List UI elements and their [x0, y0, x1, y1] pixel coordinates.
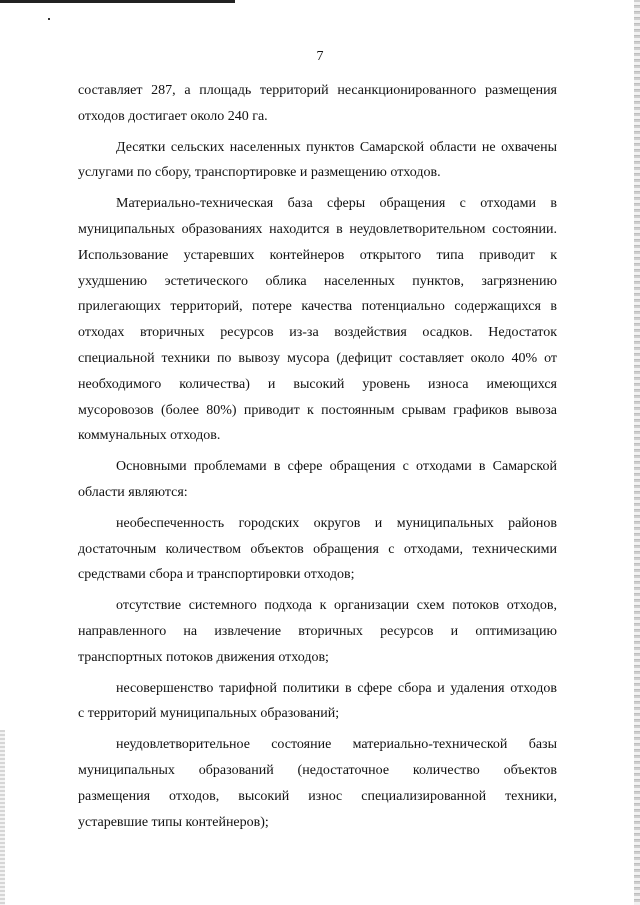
- text-line: направленного на извлечение вторичных ресурсов и оптимизацию: [78, 623, 557, 639]
- text-line: отходах вторичных ресурсов из-за воздействия осадков. Недостаток: [78, 325, 557, 341]
- document-body: [78, 78, 557, 840]
- text-line: прилегающих территорий, потере качества потенциально содержащихся в: [78, 299, 557, 315]
- text-line: необеспеченность городских округов и муниципальных районов: [116, 515, 557, 531]
- text-line: необходимого количества) и высокий уровень износа имеющихся: [78, 376, 557, 392]
- text-line: специальной техники по вывозу мусора (дефицит составляет около 40% от: [78, 350, 557, 366]
- text-line: достаточным количеством объектов обращения с отходами, техническими: [78, 541, 557, 557]
- text-line: Основными проблемами в сфере обращения с отходами в Самарской: [116, 459, 557, 475]
- text-line: Использование устаревших контейнеров открытого типа приводит к: [78, 247, 557, 263]
- paragraph: [78, 676, 557, 728]
- scan-top-edge-line: [0, 0, 235, 3]
- text-line: услугами по сбору, транспортировке и размещению отходов.: [78, 165, 441, 181]
- paragraph: [78, 593, 557, 670]
- text-line: средствами сбора и транспортировки отходов;: [78, 567, 355, 583]
- text-line: Десятки сельских населенных пунктов Самарской области не охвачены: [116, 139, 557, 155]
- scan-speck: [48, 18, 50, 20]
- text-line: отходов достигает около 240 га.: [78, 108, 268, 124]
- text-line: неудовлетворительное состояние материально-технической базы: [116, 737, 557, 753]
- text-line: несовершенство тарифной политики в сфере сбора и удаления отходов: [116, 680, 557, 696]
- text-line: коммунальных отходов.: [78, 428, 221, 444]
- text-line: муниципальных образований (недостаточное количество объектов: [78, 762, 557, 778]
- text-line: области являются:: [78, 484, 188, 500]
- text-line: отсутствие системного подхода к организации схем потоков отходов,: [116, 598, 557, 614]
- text-line: муниципальных образованиях находится в неудовлетворительном состоянии.: [78, 221, 557, 237]
- text-line: мусоровозов (более 80%) приводит к постоянным срывам графиков вывоза: [78, 402, 557, 418]
- paragraph: [78, 191, 557, 449]
- text-line: ухудшению эстетического облика населенных пунктов, загрязнению: [78, 273, 557, 289]
- text-line: составляет 287, а площадь территорий несанкционированного размещения: [78, 83, 557, 98]
- paragraph: [78, 732, 557, 835]
- text-line: Материально-техническая база сферы обращения с отходами в: [116, 196, 557, 212]
- paragraph: [78, 78, 557, 130]
- scan-right-edge: [634, 0, 640, 905]
- text-line: устаревшие типы контейнеров);: [78, 814, 269, 830]
- text-line: с территорий муниципальных образований;: [78, 706, 340, 722]
- page-number: 7: [316, 49, 324, 64]
- text-line: размещения отходов, высокий износ специализированной техники,: [78, 788, 557, 804]
- scan-left-edge: [0, 730, 5, 905]
- paragraph: [78, 511, 557, 588]
- paragraph: [78, 454, 557, 506]
- paragraph: [78, 135, 557, 187]
- text-line: транспортных потоков движения отходов;: [78, 649, 329, 665]
